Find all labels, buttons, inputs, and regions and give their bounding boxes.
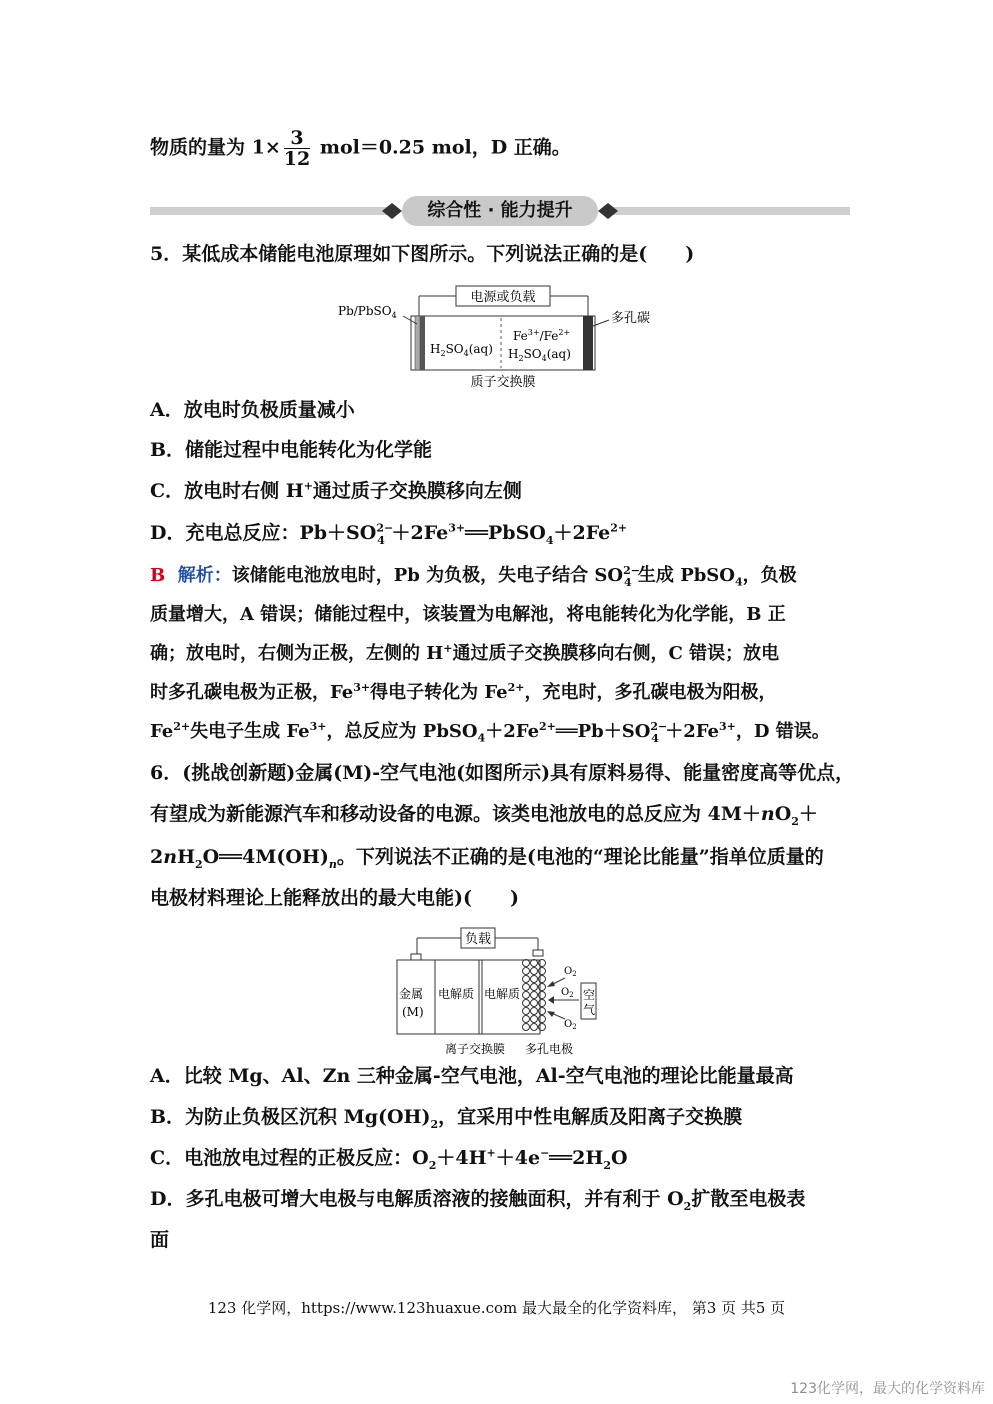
q6-fig-o2-bottom: $O_2$ bbox=[564, 1019, 577, 1031]
q5-fig-membrane: 质子交换膜 bbox=[470, 375, 536, 390]
q5-option-b: B．储能过程中电能转化为化学能 bbox=[150, 439, 433, 461]
section-title: 综合性 · 能力提升 bbox=[402, 196, 598, 226]
q6-fig-metal-m: (M) bbox=[402, 1005, 424, 1019]
fraction-numerator: 3 bbox=[284, 128, 310, 149]
answer-label: 解析： bbox=[177, 565, 232, 586]
q5-stem: 5．某低成本储能电池原理如下图所示。下列说法正确的是( ) bbox=[150, 243, 695, 265]
q6-fig-porous: 多孔电极 bbox=[524, 1042, 574, 1056]
q6-line2: 有望成为新能源汽车和移动设备的电源。该类电池放电的总反应为 $4M+nO_2+$ bbox=[150, 803, 818, 828]
page-footer: 123 化学网，https://www.123huaxue.com 最大最全的化学资料库， 第3 页 共5 页 bbox=[207, 1299, 786, 1317]
q6-line4: 电极材料理论上能释放出的最大电能)( ) bbox=[150, 887, 519, 909]
q6-fig-o2-top: $O_2$ bbox=[564, 966, 577, 978]
watermark: 123化学网，最大的化学资料库 bbox=[790, 1381, 985, 1397]
q6-fig-membrane: 离子交换膜 bbox=[444, 1042, 506, 1056]
q5-answer-line4: 时多孔碳电极为正极，$Fe^{3+}$得电子转化为 $Fe^{2+}$，充电时，多孔碳电极为阳极， bbox=[150, 681, 777, 703]
q5-option-d: D．充电总反应：$Pb+SO^{2-}_4$ $+2Fe^{3+}══PbSO_4+2Fe^{2+}$ bbox=[150, 521, 628, 547]
q6-fig-electrolyte1: 电解质 bbox=[438, 987, 475, 1001]
q6-fig-load: 负载 bbox=[464, 932, 492, 947]
q6-fig-metal: 金属 bbox=[399, 987, 424, 1001]
top-suffix: mol＝0.25 mol，D 正确。 bbox=[313, 136, 571, 159]
q6-option-a: A．比较 Mg、Al、Zn 三种金属-空气电池，Al-空气电池的理论比能量最高 bbox=[150, 1065, 794, 1087]
q6-fig-electrolyte2: 电解质 bbox=[484, 987, 521, 1001]
q6-option-d-line2: 面 bbox=[150, 1229, 170, 1251]
q5-fig-left-solution: $H_2SO_4(aq)$ bbox=[430, 342, 493, 358]
top-line bbox=[150, 128, 571, 169]
q6-fig-air-1: 空 bbox=[583, 988, 596, 1002]
q6-line3: $2nH_2O══4M(OH)_n$。下列说法不正确的是(电池的“理论比能量”指单位质量的 bbox=[150, 846, 824, 871]
q5-fig-right-electrode: 多孔碳 bbox=[611, 311, 651, 326]
q6-option-b: B．为防止负极区沉积 $Mg(OH)_2$，宜采用中性电解质及阳离子交换膜 bbox=[150, 1106, 743, 1131]
q5-fig-right-ions: $Fe^{3+}/Fe^{2+}$ bbox=[513, 328, 571, 343]
fraction bbox=[284, 128, 310, 169]
q5-figure bbox=[335, 282, 665, 390]
q5-option-c: C．放电时右侧 H+通过质子交换膜移向左侧 bbox=[150, 479, 522, 502]
q6-fig-o2-mid: $O_2$ bbox=[561, 987, 574, 999]
q5-answer-line2: 质量增大，A 错误；储能过程中，该装置为电解池，将电能转化为化学能，B 正 bbox=[150, 604, 786, 625]
q5-fig-right-solution: $H_2SO_4(aq)$ bbox=[508, 347, 571, 363]
q6-option-c: C．电池放电过程的正极反应：$O_2+4H^++4e^-══2H_2O$ bbox=[150, 1146, 628, 1172]
q5-fig-power: 电源或负载 bbox=[470, 290, 536, 305]
q5-answer-line5: $Fe^{2+}$失电子生成 $Fe^{3+}$，总反应为 $PbSO_4+2Fe^{2+}══Pb+SO^{2-}_4 +2Fe^{3+}$，D 错误。 bbox=[150, 720, 830, 745]
q6-fig-air-2: 气 bbox=[583, 1003, 596, 1017]
q6-figure bbox=[395, 926, 610, 1058]
q6-line1: 6．(挑战创新题)金属(M)-空气电池(如图所示)具有原料易得、能量密度高等优点， bbox=[150, 762, 855, 784]
q5-answer-line1: B 解析：该储能电池放电时，Pb 为负极，失电子结合 $SO^{2-}_4$ 生成 PbSO$_4$，负极 bbox=[150, 564, 797, 589]
top-prefix: 物质的量为 1× bbox=[150, 136, 281, 159]
q6-option-d-line1: D．多孔电极可增大电极与电解质溶液的接触面积，并有利于 $O_2$扩散至电极表 bbox=[150, 1188, 806, 1213]
answer-letter: B bbox=[150, 565, 166, 586]
fraction-denominator: 12 bbox=[283, 148, 311, 170]
q5-option-a: A．放电时负极质量减小 bbox=[150, 399, 355, 421]
q5-fig-left-electrode: Pb/PbSO$_4$ bbox=[338, 304, 397, 320]
q5-answer-line3: 确；放电时，右侧为正极，左侧的 H+通过质子交换膜移向右侧，C 错误；放电 bbox=[150, 642, 780, 664]
